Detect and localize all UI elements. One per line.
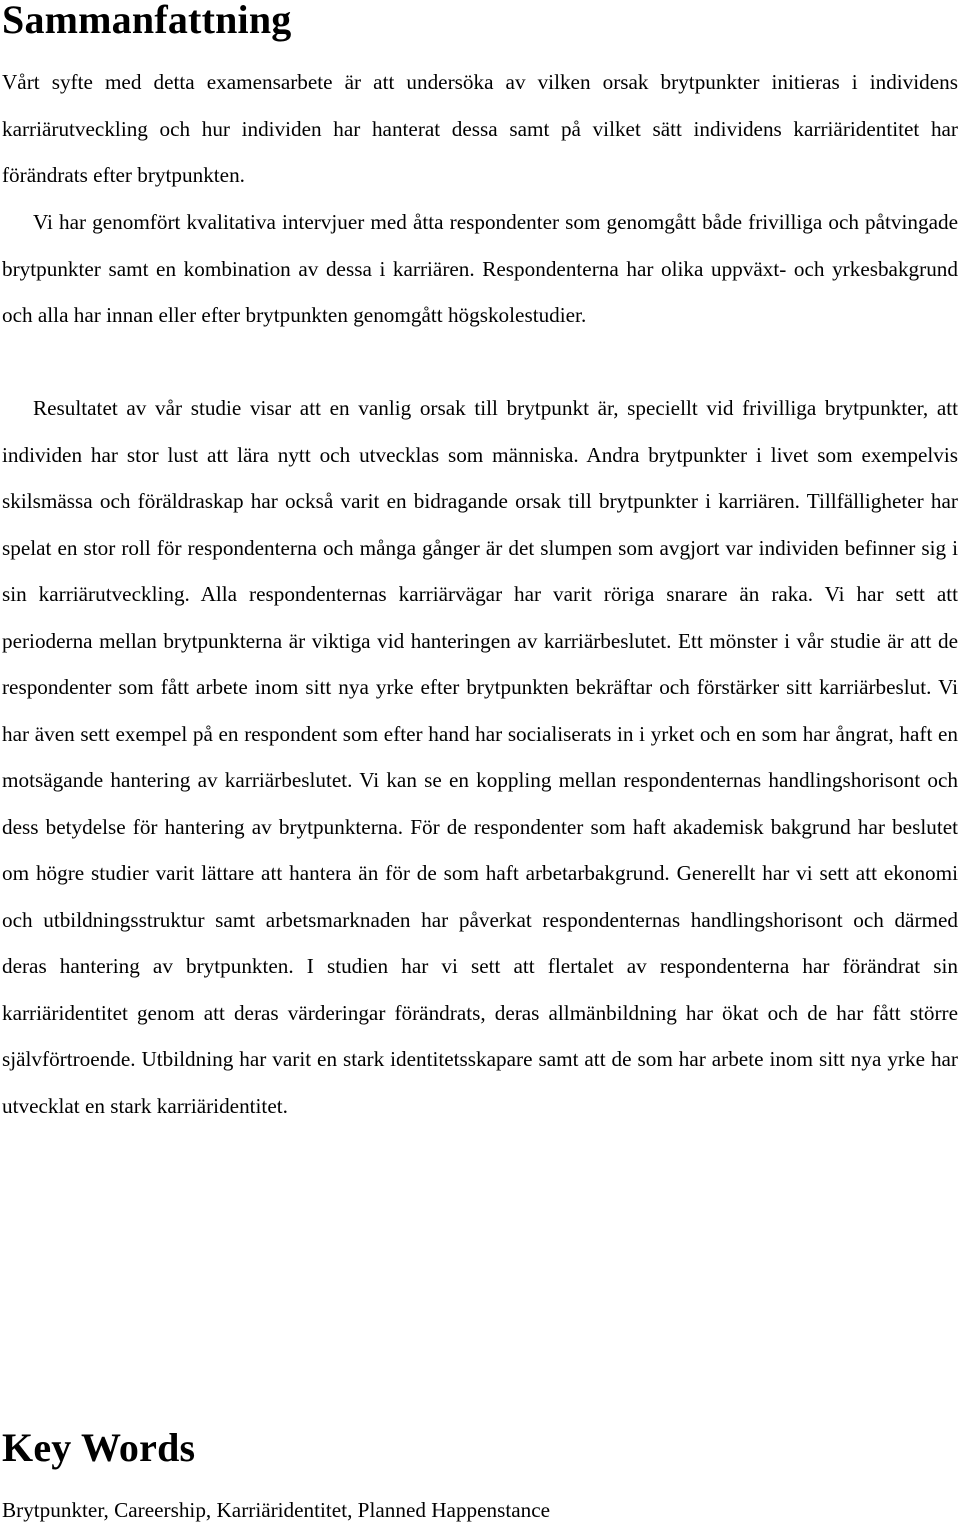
summary-heading: Sammanfattning (2, 0, 292, 42)
summary-paragraph-results: Resultatet av vår studie visar att en vanlig orsak till brytpunkt är, speciellt vid frivilliga brytpunkter, att individen har stor lust att lära nytt och utvecklas som människa. Andra brytpunkter i livet som exempelvis skilsmässa och föräldraskap har också varit en bidragande orsak till brytpunkter i karriären. Tillfälligheter har spelat en stor roll för respondenterna och många gånger är det slumpen som avgjort var individen befinner sig i sin karriärutveckling. Alla respondenternas karriärvägar har varit röriga snarare än raka. Vi har sett att perioderna mellan brytpunkterna är viktiga vid hanteringen av karriärbeslutet. Ett mönster i vår studie är att de respondenter som fått arbete inom sitt nya yrke efter brytpunkten bekräftar och förstärker sitt karriärbeslut. Vi har även sett exempel på en respondent som efter hand har socialiserats in i yrket och en som har ångrat, haft en motsägande hantering av karriärbeslutet. Vi kan se en koppling mellan respondenternas handlingshorisont och dess betydelse för hantering av brytpunkterna. För de respondenter som haft akademisk bakgrund har beslutet om högre studier varit lättare att hantera än för de som haft arbetarbakgrund. Generellt har vi sett att ekonomi och utbildningsstruktur samt arbetsmarknaden har påverkat respondenternas handlingshorisont och därmed deras hantering av brytpunkten. I studien har vi sett att flertalet av respondenterna har förändrat sin karriäridentitet genom att deras värderingar förändrats, deras allmänbildning har ökat och de har fått större självförtroende. Utbildning har varit en stark identitetsskapare samt att de som har arbete inom sitt nya yrke har utvecklat en stark karriäridentitet. (2, 396, 958, 1118)
summary-paragraph-method: Vi har genomfört kvalitativa intervjuer med åtta respondenter som genomgått både frivilliga och påtvingade brytpunkter samt en kombination av dessa i karriären. Respondenterna har olika uppväxt- och yrkesbakgrund och alla har innan eller efter brytpunkten genomgått högskolestudier. (2, 210, 958, 327)
keywords-heading: Key Words (2, 1425, 196, 1470)
summary-paragraph-purpose: Vårt syfte med detta examensarbete är att undersöka av vilken orsak brytpunkter initieras i individens karriärutveckling och hur individen har hanterat dessa samt på vilket sätt individens karriäridentitet har förändrats efter brytpunkten. (2, 70, 958, 187)
keywords-list: Brytpunkter, Careership, Karriäridentitet, Planned Happenstance (2, 1498, 551, 1522)
